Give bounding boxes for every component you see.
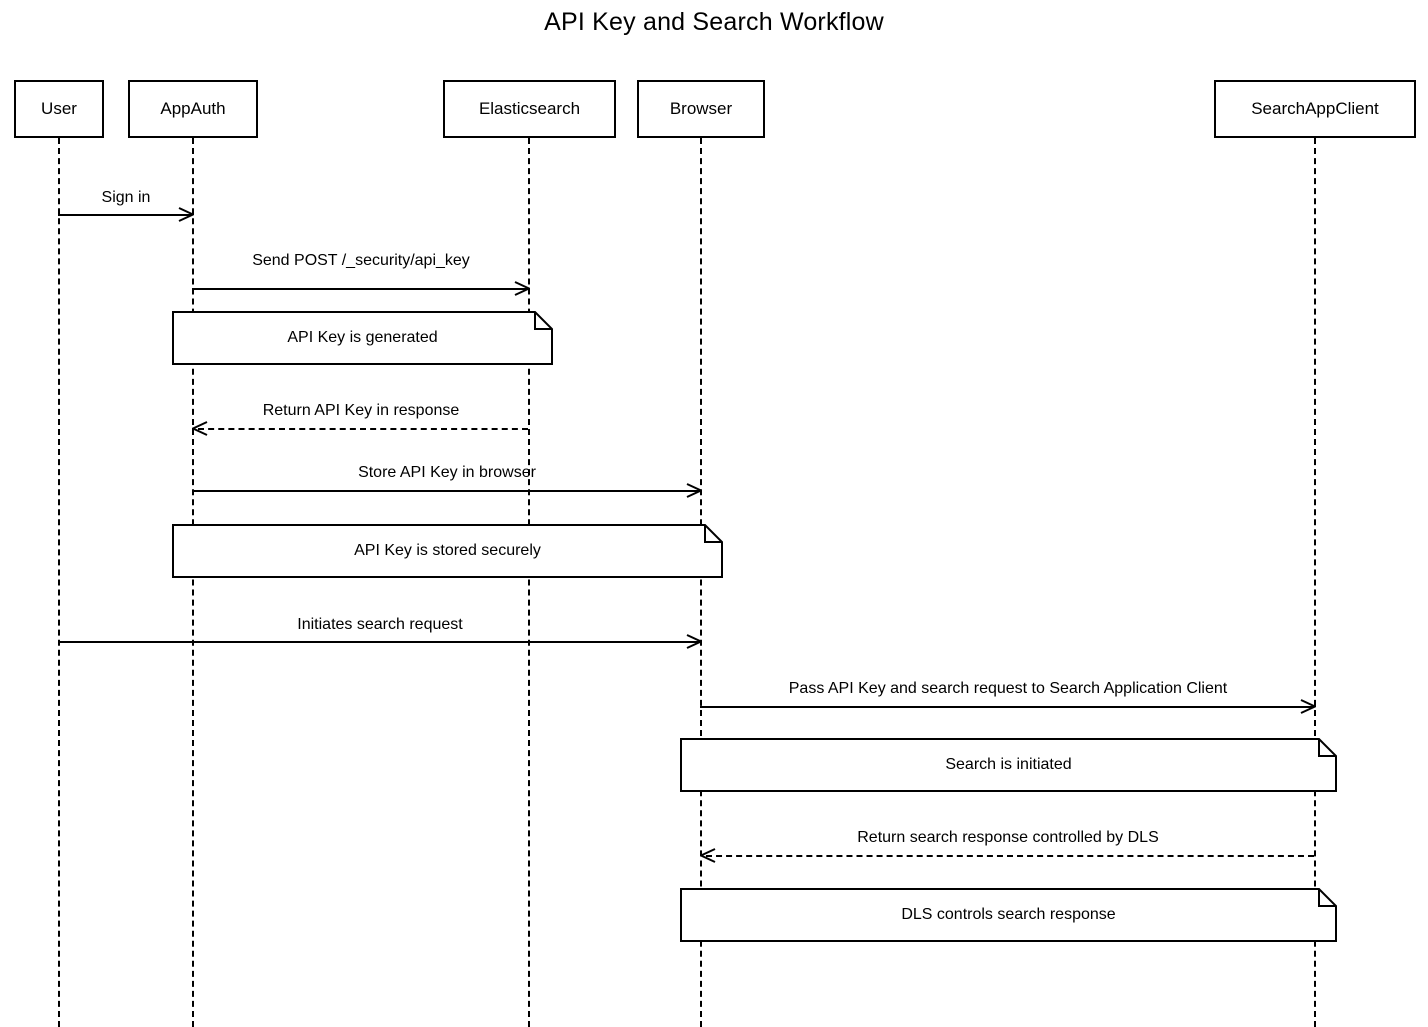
note-dls-controls-search-response [680,888,1337,942]
message-label-return-search-response: Return search response controlled by DLS [857,829,1159,846]
note-api-key-stored [172,524,723,578]
participant-browser[interactable] [637,80,765,138]
message-label-store-api-key: Store API Key in browser [358,464,536,481]
note-search-initiated [680,738,1337,792]
participant-user[interactable] [14,80,104,138]
message-label-send-post-api-key: Send POST /_security/api_key [252,252,470,269]
lifeline-appauth [192,138,194,1027]
lifeline-elasticsearch [528,138,530,1027]
arrowhead-store-api-key [686,483,700,497]
participant-appauth[interactable] [128,80,258,138]
arrowhead-sign-in [178,207,192,221]
arrowhead-return-api-key [192,421,206,435]
message-line-return-search-response [706,855,1314,857]
arrowhead-pass-api-key [1300,699,1314,713]
message-line-return-api-key [198,428,528,430]
participant-elasticsearch[interactable] [443,80,616,138]
message-line-send-post-api-key [192,288,528,290]
arrowhead-send-post-api-key [514,281,528,295]
diagram-title: API Key and Search Workflow [544,8,884,36]
message-label-sign-in: Sign in [101,189,151,206]
arrowhead-initiates-search [686,634,700,648]
lifeline-user [58,138,60,1027]
message-line-initiates-search [58,641,700,643]
message-label-initiates-search: Initiates search request [297,616,463,633]
message-label-pass-api-key: Pass API Key and search request to Search Application Client [788,680,1228,697]
participant-label-elasticsearch: Elasticsearch [478,99,581,118]
note-text-search-initiated: Search is initiated [945,756,1072,773]
participant-label-browser: Browser [669,99,733,118]
arrowhead-return-search-response [700,848,714,862]
note-text-api-key-stored: API Key is stored securely [354,542,541,559]
message-line-pass-api-key [700,706,1314,708]
participant-label-user: User [41,99,77,118]
participant-label-searchappclient: SearchAppClient [1251,99,1379,118]
participant-label-appauth: AppAuth [160,99,226,118]
message-line-sign-in [58,214,192,216]
note-api-key-generated [172,311,553,365]
message-line-store-api-key [192,490,700,492]
note-text-dls-controls-search-response: DLS controls search response [901,906,1116,923]
message-label-return-api-key: Return API Key in response [262,402,460,419]
note-text-api-key-generated: API Key is generated [287,329,438,346]
participant-searchappclient[interactable] [1214,80,1416,138]
